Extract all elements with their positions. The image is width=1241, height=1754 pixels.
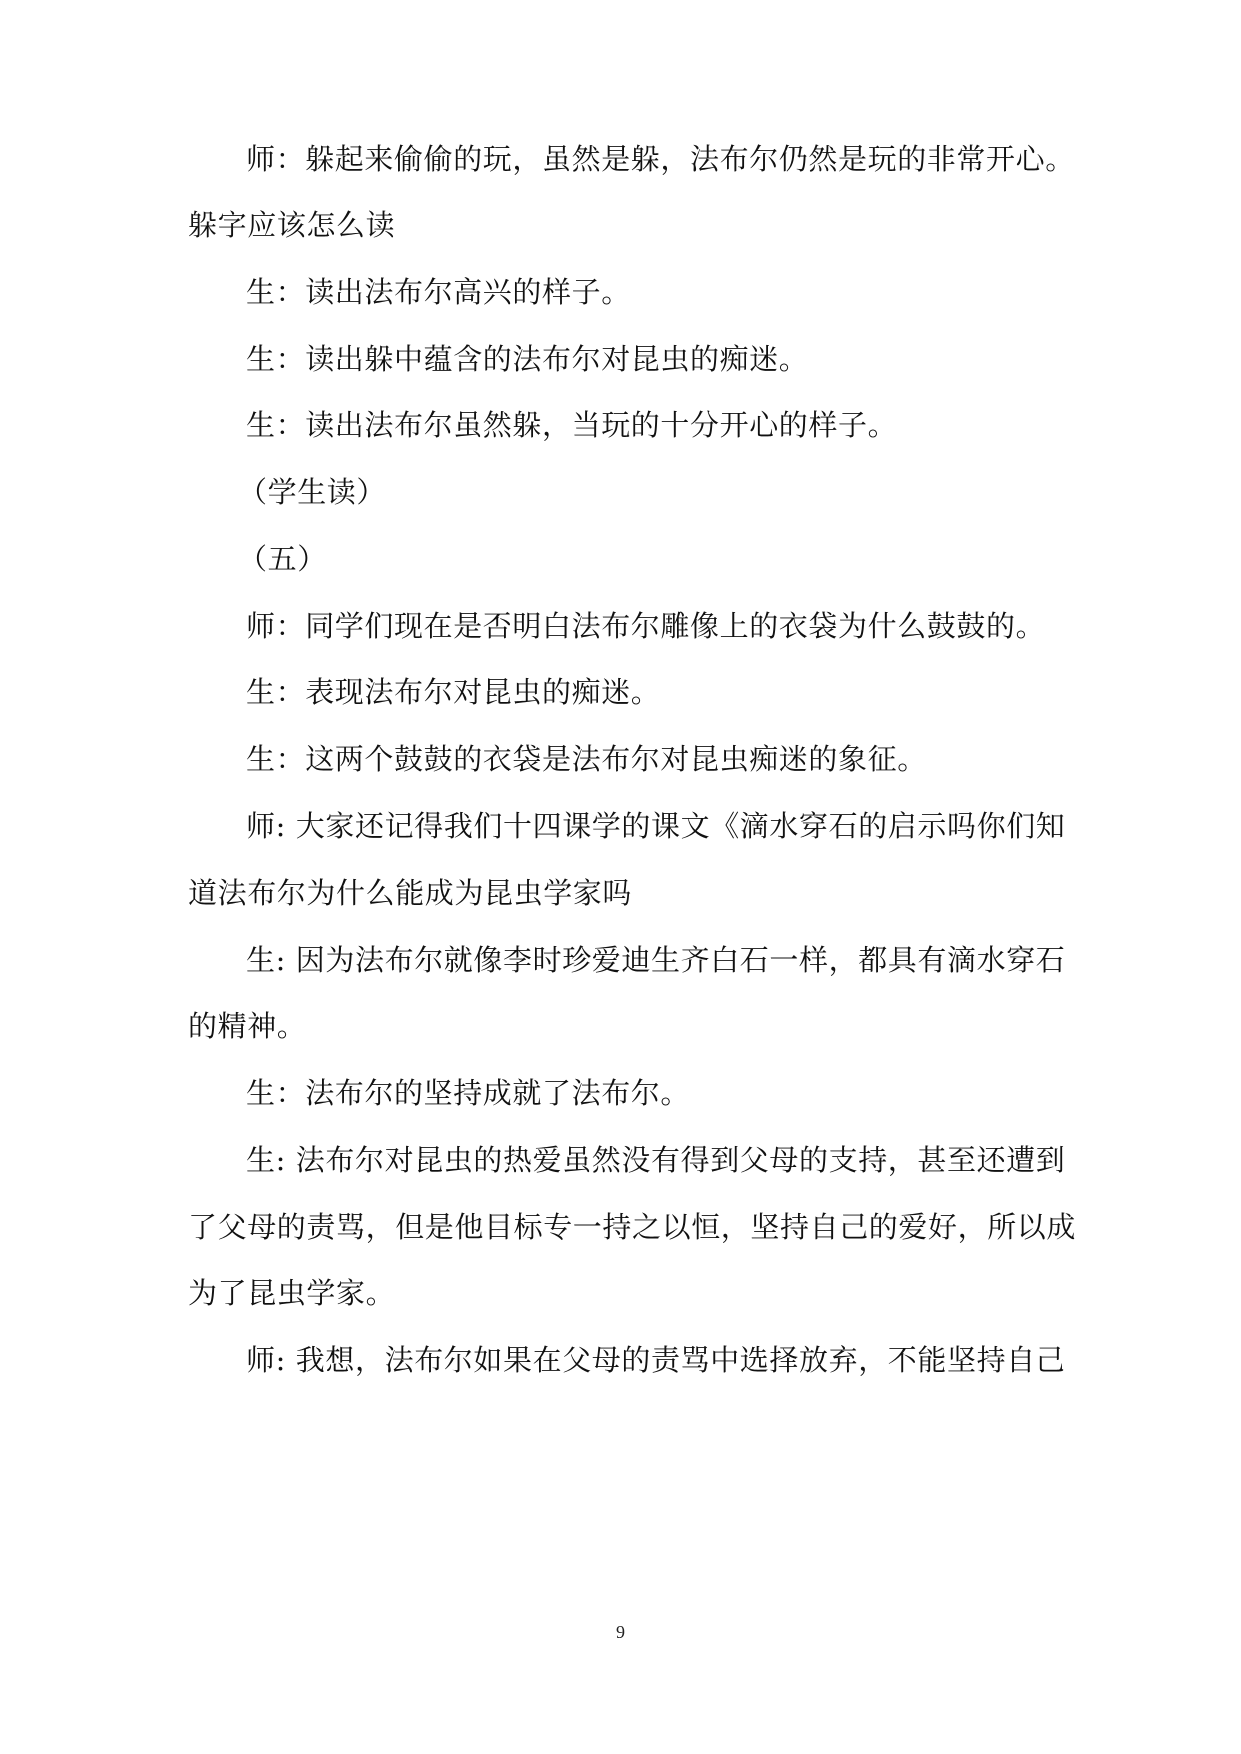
- text-line: 道法布尔为什么能成为昆虫学家吗: [188, 876, 633, 910]
- text-line: （五）: [238, 542, 327, 576]
- text-line: 生：读出法布尔虽然躲，当玩的十分开心的样子。: [246, 408, 898, 442]
- text-line: 师: 大家还记得我们十四课学的课文《滴水穿石的启示吗你们知: [246, 809, 1066, 843]
- text-line: 生: 法布尔对昆虫的热爱虽然没有得到父母的支持，甚至还遭到: [246, 1143, 1066, 1177]
- text-line: 生: 因为法布尔就像李时珍爱迪生齐白石一样，都具有滴水穿石: [246, 943, 1066, 977]
- text-line: 生：读出躲中蕴含的法布尔对昆虫的痴迷。: [246, 342, 809, 376]
- text-line: 生：这两个鼓鼓的衣袋是法布尔对昆虫痴迷的象征。: [246, 742, 927, 776]
- text-line: 躲字应该怎么读: [188, 208, 396, 242]
- page-number: 9: [616, 1622, 625, 1642]
- text-line: 生：法布尔的坚持成就了法布尔。: [246, 1076, 691, 1110]
- text-line: 师：同学们现在是否明白法布尔雕像上的衣袋为什么鼓鼓的。: [246, 609, 1046, 643]
- text-line: （学生读）: [238, 475, 387, 509]
- text-line: 师: 我想，法布尔如果在父母的责骂中选择放弃，不能坚持自己: [246, 1343, 1066, 1377]
- text-line: 师：躲起来偷偷的玩，虽然是躲，法布尔仍然是玩的非常开心。: [246, 142, 1075, 176]
- text-line: 的精神。: [188, 1009, 307, 1043]
- text-line: 生：表现法布尔对昆虫的痴迷。: [246, 675, 661, 709]
- text-line: 为了昆虫学家。: [188, 1276, 396, 1310]
- text-line: 了父母的责骂，但是他目标专一持之以恒，坚持自己的爱好，所以成: [188, 1210, 1077, 1244]
- text-line: 生：读出法布尔高兴的样子。: [246, 275, 631, 309]
